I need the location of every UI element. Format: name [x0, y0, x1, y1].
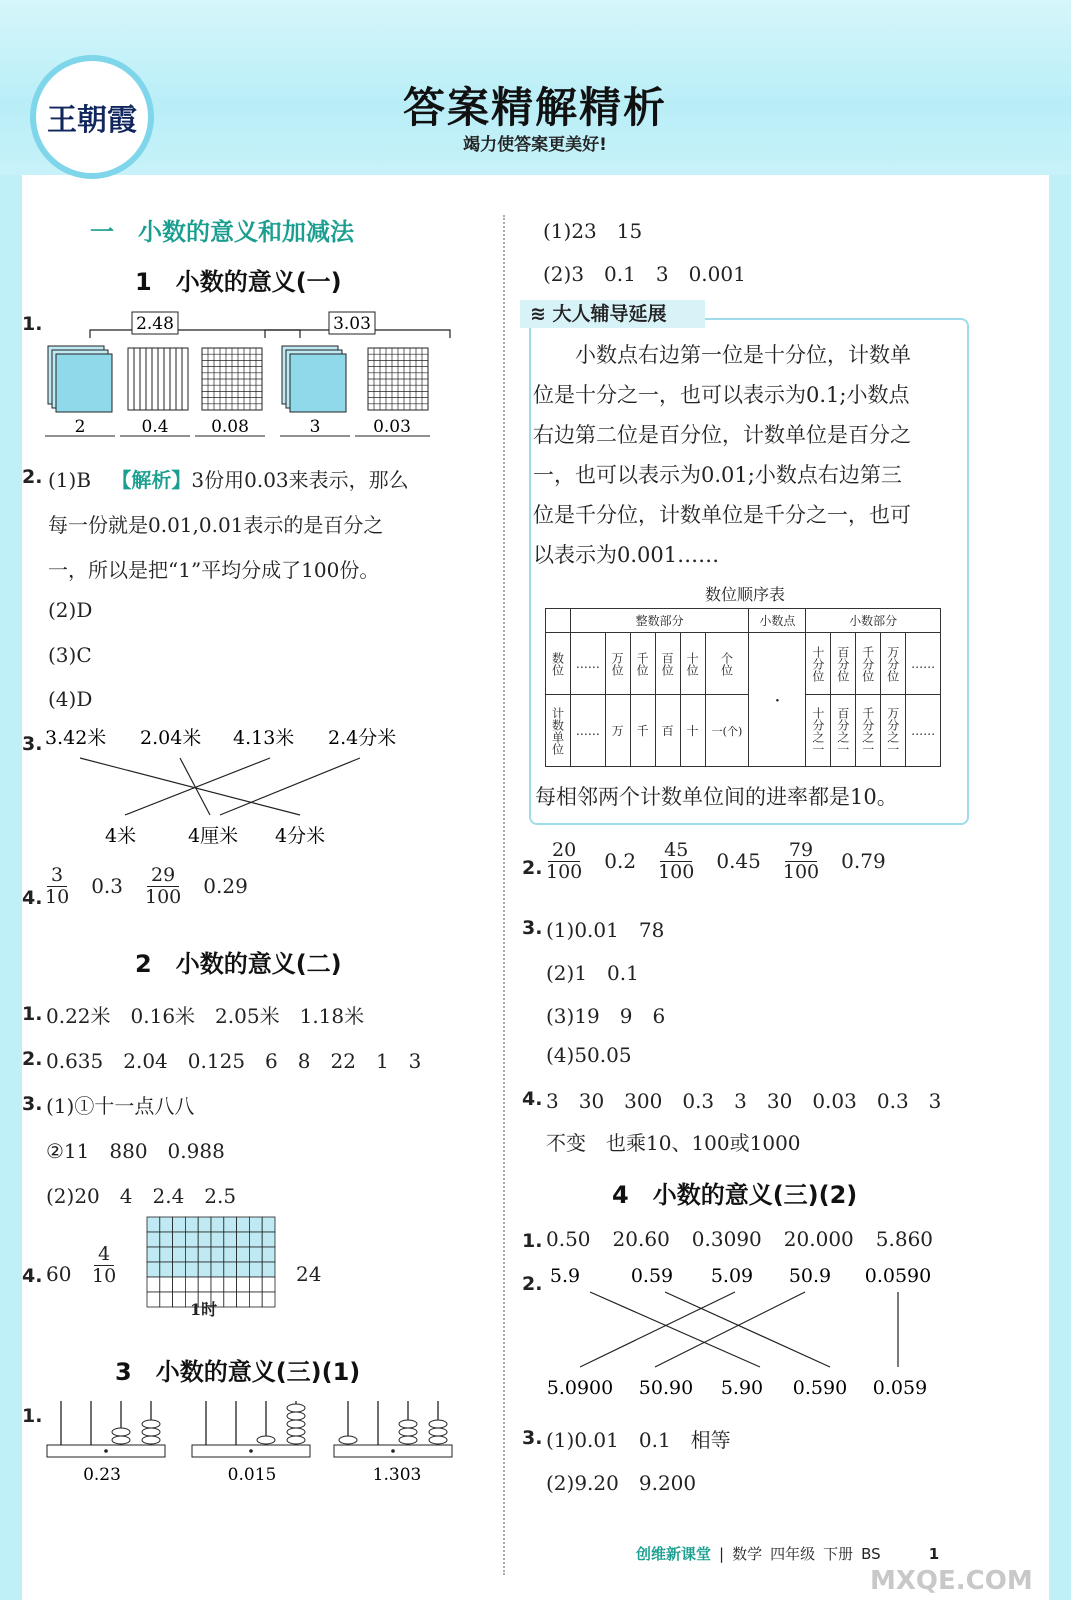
- extension-title: ≋ 大人辅导延展: [520, 300, 705, 328]
- footer-edition: BS: [861, 1544, 881, 1563]
- q2-number: 2.: [22, 466, 43, 488]
- q3-top-item: 3.42米: [45, 727, 107, 749]
- l2q3-a1: (1)①十一点八八: [46, 1094, 195, 1118]
- q3-number: 3.: [22, 733, 43, 755]
- footer-grade: 四年级: [770, 1545, 816, 1563]
- column-divider: [503, 215, 505, 1575]
- q1-figure: [40, 308, 460, 438]
- q3-top-item: 2.04米: [140, 727, 202, 749]
- q3-bottom-item: 4米: [105, 825, 137, 847]
- lesson3-title: 3 小数的意义(三)(1): [115, 1358, 361, 1386]
- l2q1-number: 1.: [22, 1003, 43, 1025]
- l4q2-bottom: 0.059: [872, 1377, 928, 1399]
- unit-title: 一 小数的意义和加减法: [90, 218, 354, 246]
- lesson2-title: 2 小数的意义(二): [135, 950, 342, 978]
- rq2-answer: $\frac{20}{100}$ 0.2 $\frac{45}{100}$ 0.45 $\frac{79}{100}$ 0.79: [546, 839, 886, 883]
- q1-box2-text: 3.03: [333, 314, 371, 334]
- footer-brand: 创维新课堂: [636, 1545, 712, 1563]
- footer-volume: 下册: [823, 1545, 854, 1563]
- l4q2-bottom: 50.90: [638, 1377, 694, 1399]
- q4-number: 4.: [22, 887, 43, 909]
- count-unit-row: 计数单位 …… 万 千 百 十 一(个) 十分之一 百分之一 千分之一 万分之一 ……: [546, 695, 941, 767]
- l3q1-abacus-figure: [42, 1395, 472, 1490]
- l4q3-a1: (1)0.01 0.1 相等: [546, 1428, 731, 1452]
- l4q2-number: 2.: [522, 1273, 543, 1295]
- q1-label: 0.4: [141, 417, 169, 437]
- l3q1-number: 1.: [22, 1405, 43, 1427]
- q1-label: 0.03: [373, 417, 411, 437]
- q2-a2: (2)D: [48, 598, 93, 622]
- q1-tenths-figure: [128, 348, 188, 410]
- int-part-header: 整数部分: [571, 609, 749, 633]
- l4q2-top: 0.0590: [864, 1265, 932, 1287]
- q1-label: 2: [74, 417, 86, 437]
- l2q3-a2: ②11 880 0.988: [46, 1139, 225, 1163]
- l4q1-item: 20.000: [783, 1227, 854, 1251]
- l4q2-bottom: 0.590: [792, 1377, 848, 1399]
- rq3-number: 3.: [522, 917, 543, 939]
- q2-a1: (1)B: [48, 468, 92, 492]
- logo: 王朝霞: [30, 55, 154, 179]
- l2q4-grid-label: 1时: [190, 1300, 218, 1319]
- l4q1-item: 20.60: [612, 1227, 670, 1251]
- rq2-number: 2.: [522, 857, 543, 879]
- l4q1-item: 0.50: [546, 1227, 591, 1251]
- l4q1-item: 5.860: [875, 1227, 934, 1251]
- l2q2-answer: 0.635 2.04 0.125 6 8 22 1 3: [46, 1049, 422, 1073]
- footer: 创维新课堂 | 数学 四年级 下册 BS 1: [636, 1544, 940, 1563]
- ext-line: 位是千分位，计数单位是千分之一，也可: [533, 503, 911, 527]
- page-number: 1: [928, 1544, 940, 1563]
- q1-number: 1.: [22, 313, 43, 335]
- q3-bottom-item: 4厘米: [188, 825, 239, 847]
- q2-answer-line1: [48, 464, 409, 493]
- l4q1-item: 0.3090: [691, 1227, 762, 1251]
- q2-line1: 3份用0.03来表示，那么: [191, 468, 409, 492]
- ext-line: 以表示为0.001……: [533, 543, 720, 567]
- l4q3-a2: (2)9.20 9.200: [546, 1471, 697, 1495]
- q4-fraction-1: $\frac{3}{10}$: [45, 864, 70, 908]
- rq3-a3: (3)19 9 6: [546, 1004, 666, 1028]
- left-edge-band: [0, 175, 22, 1600]
- q4-value-1: 0.3: [91, 874, 123, 899]
- q1-hundredths-figure: [202, 348, 262, 410]
- q3-top-item: 4.13米: [233, 727, 295, 749]
- l4q2-top: 50.9: [788, 1265, 832, 1287]
- q3-top-item: 2.4分米: [328, 727, 397, 749]
- l4q2-matching-figure: [540, 1262, 960, 1402]
- rq3-a2: (2)1 0.1: [546, 961, 639, 985]
- l4q2-top: 0.59: [630, 1265, 674, 1287]
- q4-value-2: 0.29: [203, 874, 248, 899]
- ext-line: 小数点右边第一位是十分位，计数单: [575, 343, 911, 367]
- ext-line: 位是十分之一，也可以表示为0.1;小数点: [533, 383, 910, 407]
- q4-answer: [45, 865, 248, 908]
- l2q1-answer: 0.22米 0.16米 2.05米 1.18米: [46, 1004, 365, 1028]
- q2-a3: (3)C: [48, 643, 92, 667]
- rq4-number: 4.: [522, 1088, 543, 1110]
- q2-line2: 每一份就是0.01,0.01表示的是百分之: [48, 513, 384, 537]
- ext-line: 一，也可以表示为0.01;小数点右边第三: [533, 463, 902, 487]
- rq4-line2: 不变 也乘10、100或1000: [546, 1131, 801, 1155]
- q4-fraction-2: $\frac{29}{100}$: [145, 864, 182, 908]
- l4q3-number: 3.: [522, 1427, 543, 1449]
- q1-hundredths-figure-2: [368, 348, 428, 410]
- q3-matching-figure: [40, 720, 440, 860]
- q2-line3: 一，所以是把“1”平均分成了100份。: [48, 558, 380, 582]
- rq3-a1: (1)0.01 78: [546, 918, 665, 942]
- watermark: MXQE.COM: [870, 1566, 1033, 1596]
- lesson4-title: 4 小数的意义(三)(2): [612, 1181, 858, 1209]
- l2q3-a3: (2)20 4 2.4 2.5: [46, 1184, 237, 1208]
- q1-label: 3: [309, 417, 321, 437]
- l2q4-fraction: $\frac{4}{10}$: [92, 1243, 117, 1287]
- dec-part-header: 小数部分: [806, 609, 941, 633]
- r-answer-2: (2)3 0.1 3 0.001: [543, 262, 746, 286]
- point-header: 小数点: [749, 609, 806, 633]
- ext-footer: 每相邻两个计数单位间的进率都是10。: [535, 785, 898, 809]
- l4q1-number: 1.: [522, 1230, 543, 1252]
- l4q2-top: 5.9: [549, 1265, 581, 1287]
- r-answer-1: (1)23 15: [543, 219, 643, 243]
- l2q4-value-2: 24: [296, 1262, 322, 1286]
- abacus-label: 0.23: [83, 1465, 121, 1485]
- footer-subject: 数学: [732, 1545, 763, 1563]
- extension-text: [533, 335, 961, 575]
- l2q4-value-1: 60: [46, 1262, 72, 1286]
- q1-box1-text: 2.48: [136, 314, 174, 334]
- abacus-label: 0.015: [227, 1465, 277, 1485]
- ext-line: 右边第二位是百分位，计数单位是百分之: [533, 423, 911, 447]
- l2q3-number: 3.: [22, 1093, 43, 1115]
- right-edge-band: [1049, 175, 1071, 1600]
- page-title: 答案精解精析: [402, 83, 667, 132]
- place-value-table: [545, 608, 941, 767]
- l2q4-time-grid: [145, 1215, 277, 1309]
- l4q2-bottom: 5.0900: [546, 1377, 614, 1399]
- table-title: 数位顺序表: [704, 585, 785, 604]
- abacus-label: 1.303: [372, 1465, 422, 1485]
- lesson1-title: 1 小数的意义(一): [135, 268, 342, 296]
- analysis-tag: 【解析】: [111, 468, 192, 492]
- l4q2-bottom: 5.90: [720, 1377, 764, 1399]
- l4q1-answer: [546, 1227, 933, 1251]
- l4q2-top: 5.09: [710, 1265, 754, 1287]
- l2q2-number: 2.: [22, 1048, 43, 1070]
- rq3-a4: (4)50.05: [546, 1043, 632, 1067]
- page-subtitle: 竭力使答案更美好!: [463, 135, 607, 155]
- q1-label: 0.08: [211, 417, 249, 437]
- q3-bottom-item: 4分米: [275, 825, 326, 847]
- rq4-line1: 3 30 300 0.3 3 30 0.03 0.3 3: [546, 1089, 942, 1113]
- q2-a4: (4)D: [48, 687, 93, 711]
- l2q4-number: 4.: [22, 1265, 43, 1287]
- digit-place-row: 数位 …… 万位 千位 百位 十位 个位 · 十分位 百分位 千分位 万分位 ……: [546, 633, 941, 695]
